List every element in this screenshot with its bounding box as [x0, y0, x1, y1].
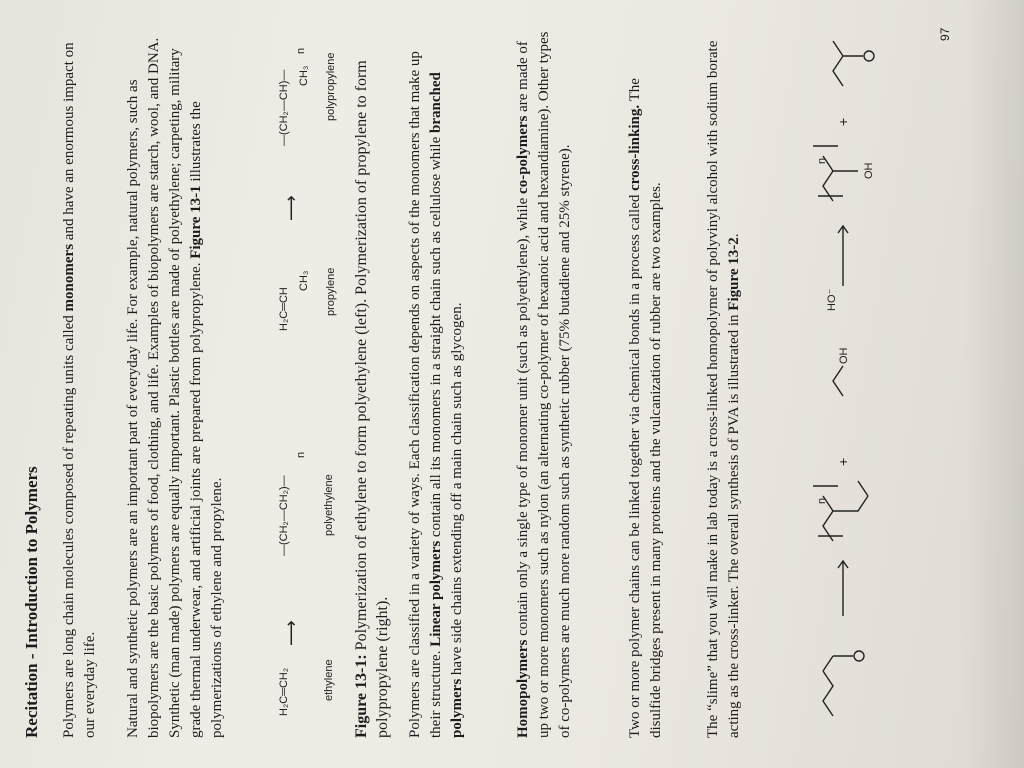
propylene-label: propylene — [325, 267, 337, 316]
oh-label-1: OH — [838, 347, 850, 364]
ethylene-label: ethylene — [323, 659, 335, 701]
polyethylene-formula: —(CH₂—CH₂)— — [278, 475, 290, 556]
vinyl-acetate-structure — [823, 671, 833, 716]
polypropylene-label: polypropylene — [325, 52, 337, 121]
propylene-methyl: CH₃ — [298, 270, 310, 291]
reaction-arrow-2 — [838, 226, 848, 286]
polypropylene-formula: —(CH₂—CH)— — [278, 69, 290, 146]
figure-13-2-scheme — [803, 6, 913, 726]
hydroxide-structure — [833, 366, 843, 396]
hydroxide-reagent: HO⁻ — [826, 288, 838, 311]
n-subscript-3: n — [816, 497, 828, 504]
arrow-1: ⟶ — [281, 620, 301, 646]
n-subscript-4: n — [816, 157, 828, 164]
n-subscript-2: n — [295, 47, 307, 54]
paragraph-classification: Polymers are classified in a variety of ways. Each classification depends on aspects of the monomers that make up their structure. Linear polymers contain all its monomers in a straight chain such as cellulose while branched polymers have side chains extending off a main chain such as glycogen. — [407, 51, 465, 738]
plus-sign-2: + — [835, 117, 851, 126]
arrow-2: ⟶ — [281, 195, 301, 221]
ethylene-formula: H₂C═CH₂ — [278, 667, 290, 716]
polyethylene-label: polyethylene — [323, 474, 335, 536]
polyvinyl-acetate-structure — [823, 481, 868, 541]
page-title: Recitation - Introduction to Polymers — [22, 466, 41, 738]
polypropylene-methyl: CH₃ — [298, 65, 310, 86]
acetate-structure — [833, 41, 863, 86]
paragraph-homopolymers: Homopolymers contain only a single type of monomer unit (such as polyethylene), while co-polymers are made of up two or more monomers such as nylon (an alternating co-polymer of hexanoic acid and hexandiamine). Other types of co-polymers are much more random such as synthetic rubber (75% butadiene and 25% styrene). — [515, 31, 573, 738]
paragraph-slime: The “slime” that you will make in lab today is a cross-linked homopolymer of polyvinyl alcohol with sodium borate acting as the cross-linker. The overall synthesis of PVA is illustrated in Figure 13-2. — [705, 40, 742, 738]
paragraph-intro: Polymers are long chain molecules composed of repeating units called monomers and have an enormous impact on our everyday life. — [61, 42, 98, 738]
paragraph-natural-synthetic: Natural and synthetic polymers are an important part of everyday life. For example, natural polymers, such as biopolymers are the basic polymers of food, clothing, and life. Examples of biopolymers are starch, wool, and DNA. Synthetic (man made) polymers are equally important. Plastic bottles are made of polyethylene; carpeting, military grade thermal underwear, and artificial joints are prepared from polypropylene. Figure 13-1 illustrates the polymerizations of ethylene and propylene. — [125, 37, 225, 738]
oh-label-2: OH — [863, 162, 875, 179]
rotated-page — [13, 0, 1003, 756]
propylene-formula: H₂C═CH — [278, 287, 290, 331]
document-page — [13, 0, 1003, 756]
figure-13-1-caption: Figure 13-1: Polymerization of ethylene to form polyethylene (left). Polymerization of propylene to form polypropylene (right). — [353, 60, 391, 738]
page-number: 97 — [938, 27, 952, 41]
reaction-arrow-1 — [838, 561, 848, 616]
paragraph-cross-linking: Two or more polymer chains can be linked together via chemical bonds in a process called cross-linking. The disulfide bridges present in many proteins and the vulcanization of rubber are two examples. — [627, 78, 664, 738]
plus-sign-1: + — [835, 457, 851, 466]
n-subscript-1: n — [295, 451, 307, 458]
pva-structure — [823, 156, 858, 201]
